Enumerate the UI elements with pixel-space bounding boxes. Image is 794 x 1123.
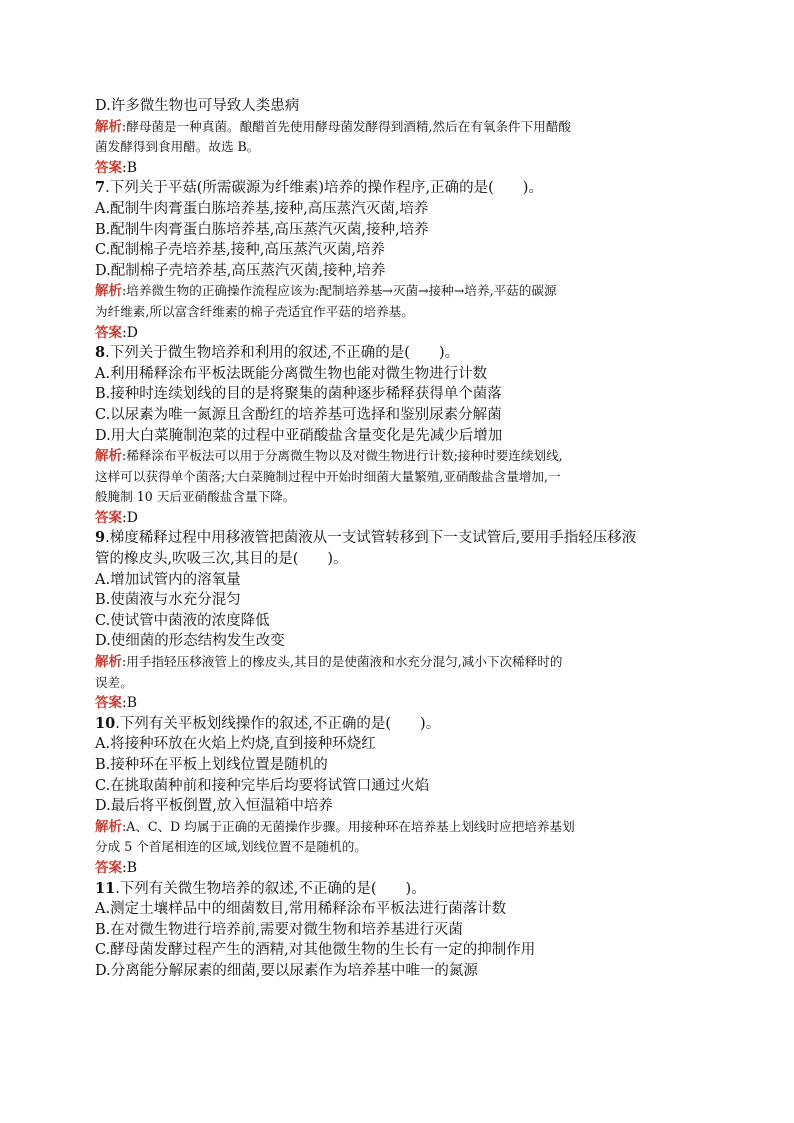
explanation-line: 般腌制 10 天后亚硝酸盐含量下降。 [95,489,296,505]
explanation-line: 解析:稀释涂布平板法可以用于分离微生物以及对微生物进行计数;接种时要连续划线, [95,448,563,465]
answer-value: :D [122,324,138,341]
question-stem: 8.下列关于微生物培养和利用的叙述,不正确的是( )。 [95,344,460,362]
explanation-line: 菌发酵得到食用醋。故选 B。 [95,139,260,155]
option-d: D.配制棉子壳培养基,高压蒸汽灭菌,接种,培养 [95,262,386,279]
option-d: D.许多微生物也可导致人类患病 [95,98,300,114]
answer-value: :B [122,159,138,176]
explanation-line: 解析:培养微生物的正确操作流程应该为:配制培养基→灭菌→接种→培养,平菇的碳源 [95,283,557,300]
question-stem: 7.下列关于平菇(所需碳源为纤维素)培养的操作程序,正确的是( )。 [95,179,543,197]
option-c: C.在挑取菌种前和接种完毕后均要将试管口通过火焰 [95,777,430,794]
explanation-label: 解析 [95,448,122,465]
explanation-label: 解析 [95,283,122,300]
answer-line [95,158,705,179]
question-stem: 11.下列有关微生物培养的叙述,不正确的是( )。 [95,879,426,897]
option-c: C.酵母菌发酵过程产生的酒精,对其他微生物的生长有一定的抑制作用 [95,942,536,959]
answer-value: :D [122,509,138,526]
question-number: 7 [95,179,106,197]
explanation-label: 解析 [95,118,122,135]
answer-line [95,323,705,344]
option-a: A.测定土壤样品中的细菌数目,常用稀释涂布平板法进行菌落计数 [95,901,507,918]
answer-label: 答案 [95,509,122,526]
option-b: B.接种环在平板上划线位置是随机的 [95,757,328,773]
answer-line [95,508,705,529]
explanation-line: 解析:酵母菌是一种真菌。酿醋首先使用酵母菌发酵得到酒精,然后在有氧条件下用醋酸 [95,118,572,135]
option-c: C.使试管中菌液的浓度降低 [95,612,270,629]
option-a: A.配制牛肉膏蛋白胨培养基,接种,高压蒸汽灭菌,培养 [95,200,429,217]
answer-value: :B [122,695,138,712]
option-b: B.使菌液与水充分混匀 [95,592,241,609]
explanation-line: 解析:用手指轻压移液管上的橡皮头,其目的是使菌液和水充分混匀,减小下次稀释时的 [95,654,563,671]
answer-line [95,858,705,879]
question-number: 10 [95,714,116,732]
option-c: C.配制棉子壳培养基,接种,高压蒸汽灭菌,培养 [95,242,386,259]
explanation-line: 解析:A、C、D 均属于正确的无菌操作步骤。用接种环在培养基上划线时应把培养基划 [95,818,575,835]
option-b: B.接种时连续划线的目的是将聚集的菌种逐步稀释获得单个菌落 [95,386,502,403]
option-b: B.在对微生物进行培养前,需要对微生物和培养基进行灭菌 [95,921,463,938]
question-number: 11 [95,879,116,897]
option-d: D.使细菌的形态结构发生改变 [95,633,285,650]
answer-line [95,693,705,714]
option-a: A.利用稀释涂布平板法既能分离微生物也能对微生物进行计数 [95,365,488,382]
option-d: D.用大白菜腌制泡菜的过程中亚硝酸盐含量变化是先减少后增加 [95,427,503,444]
explanation-line: 误差。 [95,674,133,690]
explanation-line: 这样可以获得单个菌落;大白菜腌制过程中开始时细菌大量繁殖,亚硝酸盐含量增加,一 [95,468,561,484]
question-number: 9 [95,529,106,547]
question-number: 8 [95,344,106,362]
answer-label: 答案 [95,324,122,341]
option-b: B.配制牛肉膏蛋白胨培养基,高压蒸汽灭菌,接种,培养 [95,221,429,238]
question-stem-continued: 管的橡皮头,吹吸三次,其目的是( )。 [95,551,348,568]
option-c: C.以尿素为唯一氮源且含酚红的培养基可选择和鉴别尿素分解菌 [95,406,502,423]
answer-value: :B [122,859,138,876]
option-a: A.将接种环放在火焰上灼烧,直到接种环烧红 [95,736,376,753]
question-stem: 9.梯度稀释过程中用移液管把菌液从一支试管转移到下一支试管后,要用手指轻压移液 [95,529,637,547]
option-d: D.最后将平板倒置,放入恒温箱中培养 [95,798,333,815]
explanation-label: 解析 [95,818,122,835]
answer-label: 答案 [95,159,122,176]
option-a: A.增加试管内的溶氧量 [95,571,241,588]
explanation-label: 解析 [95,654,122,671]
explanation-line: 为纤维素,所以富含纤维素的棉子壳适宜作平菇的培养基。 [95,303,414,319]
explanation-line: 分成 5 个首尾相连的区域,划线位置不是随机的。 [95,839,367,855]
document-page [95,96,705,982]
question-stem: 10.下列有关平板划线操作的叙述,不正确的是( )。 [95,714,441,732]
answer-label: 答案 [95,695,122,712]
option-d: D.分离能分解尿素的细菌,要以尿素作为培养基中唯一的氮源 [95,962,478,979]
answer-label: 答案 [95,859,122,876]
